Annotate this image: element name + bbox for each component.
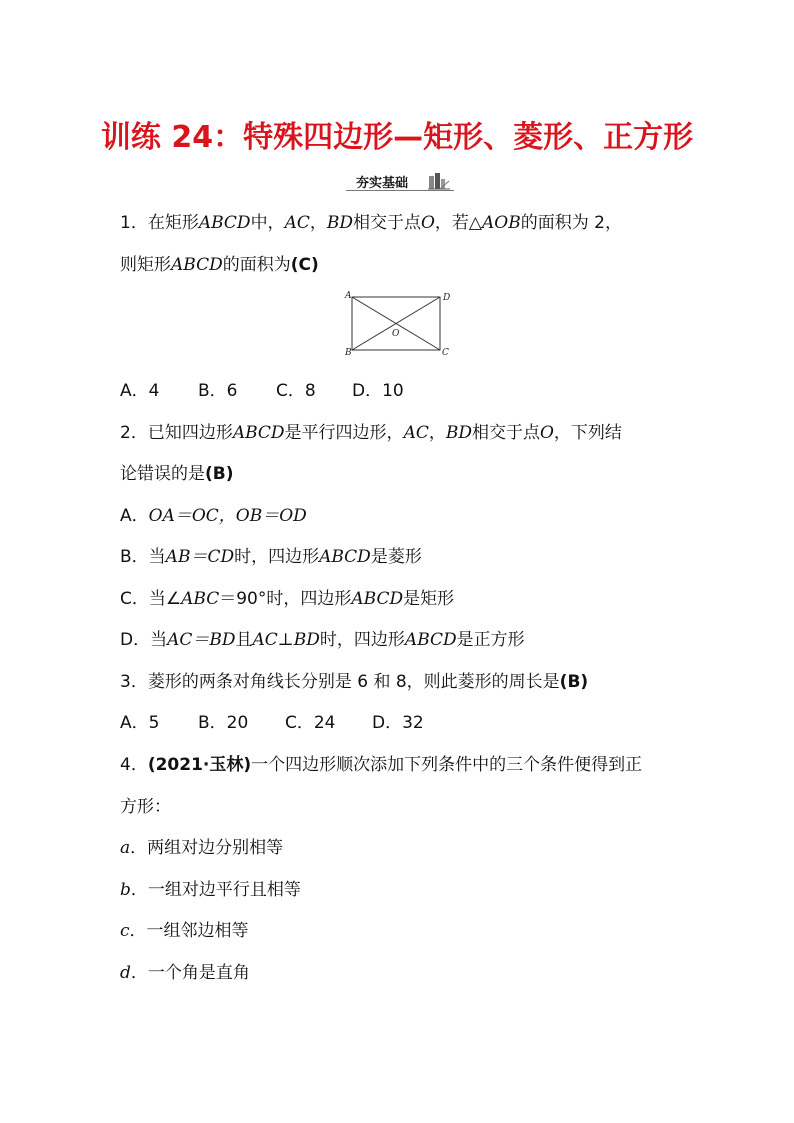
section-label-text: 夯实基础 bbox=[356, 176, 409, 191]
q3-answer: (B) bbox=[559, 672, 589, 692]
q3-line-1: 3．菱形的两条对角线长分别是 6 和 8，则此菱形的周长是(B) bbox=[120, 672, 589, 692]
q4-cond-d: d．一个角是直角 bbox=[120, 963, 250, 983]
q4-cond-b: b．一组对边平行且相等 bbox=[120, 880, 301, 900]
label-d: D bbox=[443, 293, 451, 303]
section-underline bbox=[346, 190, 454, 191]
q4-source: (2021·玉林) bbox=[147, 755, 252, 775]
q3-options bbox=[120, 712, 424, 734]
q1-answer: (C) bbox=[290, 255, 319, 275]
q4-cond-c: c．一组邻边相等 bbox=[120, 921, 249, 941]
q1-line-1: 1．在矩形ABCD中，AC，BD相交于点O，若△AOB的面积为 2， bbox=[120, 213, 622, 233]
q3-option-d: D．32 bbox=[372, 713, 424, 733]
q2-line-1: 2．已知四边形ABCD是平行四边形，AC，BD相交于点O，下列结 bbox=[120, 423, 622, 443]
label-o: O bbox=[392, 329, 400, 339]
q1-option-a: A．4 bbox=[120, 381, 160, 401]
section-label bbox=[340, 172, 470, 192]
q4-line-1: 4．(2021·玉林)一个四边形顺次添加下列条件中的三个条件便得到正 bbox=[120, 755, 643, 775]
q1-option-c: C．8 bbox=[276, 381, 316, 401]
q4-cond-a: a．两组对边分别相等 bbox=[120, 838, 284, 858]
q1-option-b: B．6 bbox=[198, 381, 238, 401]
q3-option-c: C．24 bbox=[285, 713, 336, 733]
q3-option-b: B．20 bbox=[198, 713, 249, 733]
q2-option-b: B．当AB＝CD时，四边形ABCD是菱形 bbox=[120, 547, 422, 567]
q2-answer: (B) bbox=[205, 464, 234, 484]
q4-line-2: 方形： bbox=[120, 797, 171, 817]
label-c: C bbox=[442, 348, 449, 358]
q1-option-d: D．10 bbox=[352, 381, 404, 401]
q1-line-2: 则矩形ABCD的面积为(C) bbox=[120, 255, 319, 275]
q2-option-a: A．OA＝OC，OB＝OD bbox=[120, 506, 307, 526]
q1-options bbox=[120, 380, 404, 402]
q1-figure bbox=[340, 288, 460, 364]
page-title: 训练 24：特殊四边形—矩形、菱形、正方形 bbox=[100, 120, 694, 155]
q2-option-d: D．当AC＝BD且AC⊥BD时，四边形ABCD是正方形 bbox=[120, 630, 525, 650]
q2-option-c: C．当∠ABC＝90°时，四边形ABCD是矩形 bbox=[120, 589, 455, 609]
label-a: A bbox=[345, 291, 352, 301]
q3-option-a: A．5 bbox=[120, 713, 160, 733]
q2-line-2: 论错误的是(B) bbox=[120, 464, 234, 484]
label-b: B bbox=[345, 348, 352, 358]
